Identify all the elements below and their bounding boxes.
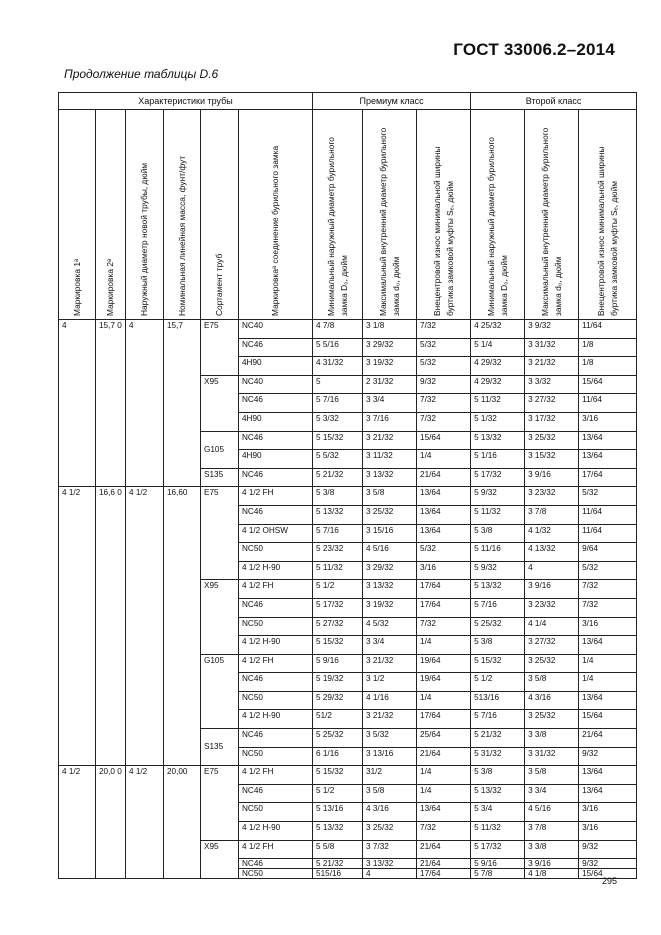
column-header-label: Маркировка 1ᵃ: [71, 258, 82, 316]
second-min-od-cell: 4 29/32: [471, 375, 525, 394]
second-max-id-cell: 4 1/4: [525, 617, 579, 636]
second-eccentric-wear-cell: 9/32: [579, 747, 637, 766]
second-max-id-cell: 3 5/8: [525, 673, 579, 692]
premium-max-id-cell: 3 25/32: [363, 505, 417, 524]
column-header: [59, 110, 96, 320]
column-header-label: Максимальный внутренний диаметр бурильного замка d₀, дюйм: [539, 127, 563, 316]
second-eccentric-wear-cell: 13/64: [579, 636, 637, 655]
joint-connection-cell: NC50: [239, 543, 313, 562]
second-max-id-cell: 3 27/32: [525, 636, 579, 655]
premium-eccentric-wear-cell: 7/32: [417, 394, 471, 413]
column-header-label: Номинальная линейная масса, фунт/фут: [176, 155, 187, 316]
group-header-premium: Премиум класс: [313, 93, 471, 110]
premium-eccentric-wear-cell: 1/4: [417, 691, 471, 710]
premium-eccentric-wear-cell: 19/64: [417, 673, 471, 692]
second-eccentric-wear-cell: 21/64: [579, 729, 637, 748]
premium-eccentric-wear-cell: 9/32: [417, 375, 471, 394]
joint-connection-cell: NC46: [239, 505, 313, 524]
premium-eccentric-wear-cell: 5/32: [417, 543, 471, 562]
premium-max-id-cell: 3 13/32: [363, 859, 417, 869]
second-max-id-cell: 3 31/32: [525, 338, 579, 357]
table-continuation-caption: Продолжение таблицы D.6: [64, 67, 219, 81]
second-max-id-cell: 3 9/32: [525, 320, 579, 339]
linear-mass-cell: 15,7: [164, 320, 201, 487]
second-eccentric-wear-cell: 15/64: [579, 375, 637, 394]
second-min-od-cell: 5 3/8: [471, 766, 525, 785]
grade-cell: E75: [201, 487, 239, 580]
premium-max-id-cell: 3 3/4: [363, 394, 417, 413]
premium-eccentric-wear-cell: 13/64: [417, 487, 471, 506]
second-eccentric-wear-cell: 13/64: [579, 784, 637, 803]
second-eccentric-wear-cell: 11/64: [579, 524, 637, 543]
joint-connection-cell: 4 1/2 OHSW: [239, 524, 313, 543]
linear-mass-cell: 20,00: [164, 766, 201, 879]
premium-min-od-cell: 5 1/2: [313, 784, 363, 803]
second-max-id-cell: 4 3/16: [525, 691, 579, 710]
premium-max-id-cell: 2 31/32: [363, 375, 417, 394]
premium-min-od-cell: 5: [313, 375, 363, 394]
second-min-od-cell: 5 25/32: [471, 617, 525, 636]
premium-eccentric-wear-cell: 21/64: [417, 468, 471, 487]
second-min-od-cell: 5 1/4: [471, 338, 525, 357]
premium-min-od-cell: 5 21/32: [313, 859, 363, 869]
second-eccentric-wear-cell: 1/4: [579, 673, 637, 692]
grade-cell: S135: [201, 468, 239, 487]
column-header: [96, 110, 126, 320]
premium-max-id-cell: 3 13/16: [363, 747, 417, 766]
premium-max-id-cell: 3 15/16: [363, 524, 417, 543]
second-eccentric-wear-cell: 1/4: [579, 654, 637, 673]
second-eccentric-wear-cell: 1/8: [579, 338, 637, 357]
premium-max-id-cell: 3 13/32: [363, 468, 417, 487]
second-min-od-cell: 5 7/8: [471, 869, 525, 879]
second-max-id-cell: 3 23/32: [525, 487, 579, 506]
second-min-od-cell: 5 17/32: [471, 840, 525, 859]
premium-min-od-cell: 5 5/8: [313, 840, 363, 859]
second-max-id-cell: 3 27/32: [525, 394, 579, 413]
second-min-od-cell: 5 17/32: [471, 468, 525, 487]
second-min-od-cell: 5 13/32: [471, 580, 525, 599]
premium-max-id-cell: 3 5/8: [363, 784, 417, 803]
joint-connection-cell: 4 1/2 FH: [239, 487, 313, 506]
premium-max-id-cell: 3 25/32: [363, 822, 417, 841]
joint-connection-cell: NC46: [239, 598, 313, 617]
second-max-id-cell: 3 3/8: [525, 729, 579, 748]
premium-max-id-cell: 3 1/8: [363, 320, 417, 339]
premium-eccentric-wear-cell: 21/64: [417, 747, 471, 766]
second-eccentric-wear-cell: 11/64: [579, 505, 637, 524]
second-eccentric-wear-cell: 9/32: [579, 859, 637, 869]
second-eccentric-wear-cell: 15/64: [579, 710, 637, 729]
premium-eccentric-wear-cell: 13/64: [417, 505, 471, 524]
premium-max-id-cell: 3 11/32: [363, 450, 417, 469]
joint-connection-cell: 4 1/2 H-90: [239, 636, 313, 655]
column-header: [313, 110, 363, 320]
second-max-id-cell: 3 17/32: [525, 412, 579, 431]
premium-eccentric-wear-cell: 19/64: [417, 654, 471, 673]
joint-connection-cell: NC46: [239, 784, 313, 803]
premium-max-id-cell: 3 29/32: [363, 338, 417, 357]
column-header: [363, 110, 417, 320]
grade-cell: X95: [201, 580, 239, 654]
premium-max-id-cell: 31/2: [363, 766, 417, 785]
premium-max-id-cell: 3 1/2: [363, 673, 417, 692]
premium-max-id-cell: 3 21/32: [363, 710, 417, 729]
linear-mass-cell: 16,60: [164, 487, 201, 766]
premium-max-id-cell: 3 19/32: [363, 598, 417, 617]
premium-max-id-cell: 3 29/32: [363, 561, 417, 580]
second-max-id-cell: 3 25/32: [525, 654, 579, 673]
second-min-od-cell: 5 3/8: [471, 524, 525, 543]
second-min-od-cell: 5 9/32: [471, 561, 525, 580]
premium-min-od-cell: 5 29/32: [313, 691, 363, 710]
premium-min-od-cell: 5 25/32: [313, 729, 363, 748]
second-max-id-cell: 3 5/8: [525, 766, 579, 785]
second-min-od-cell: 5 15/32: [471, 654, 525, 673]
second-min-od-cell: 5 7/16: [471, 710, 525, 729]
premium-eccentric-wear-cell: 1/4: [417, 450, 471, 469]
premium-min-od-cell: 5 19/32: [313, 673, 363, 692]
outer-diameter-cell: 4: [126, 320, 164, 487]
second-min-od-cell: 5 11/32: [471, 505, 525, 524]
marking-1-cell: 4: [59, 320, 96, 487]
premium-eccentric-wear-cell: 1/4: [417, 636, 471, 655]
second-eccentric-wear-cell: 13/64: [579, 691, 637, 710]
second-max-id-cell: 4 1/32: [525, 524, 579, 543]
second-eccentric-wear-cell: 13/64: [579, 450, 637, 469]
marking-1-cell: 4 1/2: [59, 766, 96, 879]
second-min-od-cell: 4 29/32: [471, 357, 525, 376]
grade-cell: G105: [201, 654, 239, 728]
second-max-id-cell: 3 21/32: [525, 357, 579, 376]
second-max-id-cell: 3 3/8: [525, 840, 579, 859]
marking-2-cell: 20,0 0: [96, 766, 126, 879]
second-min-od-cell: 5 7/16: [471, 598, 525, 617]
second-min-od-cell: 4 25/32: [471, 320, 525, 339]
joint-connection-cell: NC46: [239, 673, 313, 692]
second-min-od-cell: 5 1/16: [471, 450, 525, 469]
premium-eccentric-wear-cell: 17/64: [417, 869, 471, 879]
group-header-pipe: Характеристики трубы: [59, 93, 313, 110]
premium-min-od-cell: 5 13/32: [313, 822, 363, 841]
table-row: [59, 487, 637, 506]
column-header: [417, 110, 471, 320]
column-header: [239, 110, 313, 320]
grade-cell: G105: [201, 431, 239, 468]
second-max-id-cell: 3 25/32: [525, 710, 579, 729]
premium-eccentric-wear-cell: 13/64: [417, 524, 471, 543]
premium-min-od-cell: 5 9/16: [313, 654, 363, 673]
second-max-id-cell: 3 9/16: [525, 859, 579, 869]
premium-eccentric-wear-cell: 7/32: [417, 412, 471, 431]
premium-eccentric-wear-cell: 21/64: [417, 859, 471, 869]
marking-1-cell: 4 1/2: [59, 487, 96, 766]
premium-eccentric-wear-cell: 7/32: [417, 617, 471, 636]
column-header-label: Наружный диаметр новой трубы, дюйм: [139, 162, 149, 316]
column-header-label: Маркировка 2ᵃ: [105, 258, 115, 316]
second-eccentric-wear-cell: 9/64: [579, 543, 637, 562]
second-eccentric-wear-cell: 3/16: [579, 822, 637, 841]
premium-eccentric-wear-cell: 3/16: [417, 561, 471, 580]
premium-min-od-cell: 5 7/16: [313, 524, 363, 543]
second-eccentric-wear-cell: 7/32: [579, 598, 637, 617]
second-eccentric-wear-cell: 1/8: [579, 357, 637, 376]
joint-connection-cell: 4 1/2 FH: [239, 654, 313, 673]
second-min-od-cell: 5 1/32: [471, 412, 525, 431]
joint-connection-cell: NC46: [239, 394, 313, 413]
second-eccentric-wear-cell: 3/16: [579, 412, 637, 431]
premium-eccentric-wear-cell: 13/64: [417, 803, 471, 822]
premium-min-od-cell: 5 17/32: [313, 598, 363, 617]
premium-eccentric-wear-cell: 17/64: [417, 580, 471, 599]
column-header: [579, 110, 637, 320]
column-header-label: Минимальный наружный диаметр бурильного замка D₀, дюйм: [325, 137, 349, 316]
premium-min-od-cell: 515/16: [313, 869, 363, 879]
column-header: [201, 110, 239, 320]
premium-max-id-cell: 4 3/16: [363, 803, 417, 822]
premium-eccentric-wear-cell: 17/64: [417, 710, 471, 729]
premium-max-id-cell: 3 7/32: [363, 840, 417, 859]
second-max-id-cell: 3 7/8: [525, 822, 579, 841]
second-max-id-cell: 4 13/32: [525, 543, 579, 562]
second-max-id-cell: 3 25/32: [525, 431, 579, 450]
table-row: [59, 766, 637, 785]
premium-eccentric-wear-cell: 15/64: [417, 431, 471, 450]
second-max-id-cell: 3 3/4: [525, 784, 579, 803]
premium-min-od-cell: 5 15/32: [313, 636, 363, 655]
second-min-od-cell: 5 9/32: [471, 487, 525, 506]
joint-connection-cell: 4 1/2 H-90: [239, 822, 313, 841]
premium-max-id-cell: 4 1/16: [363, 691, 417, 710]
premium-max-id-cell: 3 5/8: [363, 487, 417, 506]
second-eccentric-wear-cell: 7/32: [579, 580, 637, 599]
premium-eccentric-wear-cell: 1/4: [417, 766, 471, 785]
joint-connection-cell: NC50: [239, 691, 313, 710]
joint-connection-cell: 4 1/2 H-90: [239, 710, 313, 729]
joint-connection-cell: NC46: [239, 729, 313, 748]
joint-connection-cell: NC50: [239, 747, 313, 766]
column-header: [525, 110, 579, 320]
second-min-od-cell: 5 9/16: [471, 859, 525, 869]
premium-max-id-cell: 4: [363, 869, 417, 879]
outer-diameter-cell: 4 1/2: [126, 766, 164, 879]
premium-min-od-cell: 5 11/32: [313, 561, 363, 580]
premium-eccentric-wear-cell: 5/32: [417, 338, 471, 357]
joint-connection-cell: 4H90: [239, 357, 313, 376]
joint-connection-cell: NC46: [239, 468, 313, 487]
joint-connection-cell: NC50: [239, 869, 313, 879]
joint-connection-cell: 4 1/2 FH: [239, 840, 313, 859]
premium-min-od-cell: 5 21/32: [313, 468, 363, 487]
grade-cell: E75: [201, 320, 239, 376]
premium-min-od-cell: 5 3/8: [313, 487, 363, 506]
joint-connection-cell: 4H90: [239, 450, 313, 469]
premium-max-id-cell: 3 21/32: [363, 654, 417, 673]
joint-connection-cell: NC40: [239, 375, 313, 394]
premium-min-od-cell: 5 3/32: [313, 412, 363, 431]
second-min-od-cell: 5 11/16: [471, 543, 525, 562]
grade-cell: S135: [201, 729, 239, 766]
second-max-id-cell: 3 3/32: [525, 375, 579, 394]
second-min-od-cell: 5 31/32: [471, 747, 525, 766]
premium-max-id-cell: 3 3/4: [363, 636, 417, 655]
column-header-label: Внецентровой износ минимальной ширины буртика замковой муфты Sₑ, дюйм: [595, 146, 619, 316]
second-max-id-cell: 4: [525, 561, 579, 580]
column-header: [126, 110, 164, 320]
second-eccentric-wear-cell: 17/64: [579, 468, 637, 487]
second-min-od-cell: 5 11/32: [471, 394, 525, 413]
premium-min-od-cell: 5 23/32: [313, 543, 363, 562]
premium-min-od-cell: 5 27/32: [313, 617, 363, 636]
column-header-label: Сортамент труб: [214, 253, 224, 316]
premium-eccentric-wear-cell: 7/32: [417, 822, 471, 841]
second-max-id-cell: 3 31/32: [525, 747, 579, 766]
column-header-label: Маркировкаᵃ соединение бурильного замка: [270, 145, 281, 316]
joint-connection-cell: NC46: [239, 431, 313, 450]
second-eccentric-wear-cell: 5/32: [579, 561, 637, 580]
premium-min-od-cell: 5 15/32: [313, 766, 363, 785]
second-max-id-cell: 3 7/8: [525, 505, 579, 524]
column-header: [471, 110, 525, 320]
joint-connection-cell: 4 1/2 H-90: [239, 561, 313, 580]
joint-connection-cell: 4H90: [239, 412, 313, 431]
second-min-od-cell: 5 13/32: [471, 784, 525, 803]
second-min-od-cell: 513/16: [471, 691, 525, 710]
premium-eccentric-wear-cell: 17/64: [417, 598, 471, 617]
grade-cell: X95: [201, 375, 239, 431]
premium-max-id-cell: 4 5/32: [363, 617, 417, 636]
premium-min-od-cell: 5 5/16: [313, 338, 363, 357]
group-header-second: Второй класс: [471, 93, 637, 110]
second-min-od-cell: 5 11/32: [471, 822, 525, 841]
premium-max-id-cell: 4 5/16: [363, 543, 417, 562]
premium-max-id-cell: 3 5/32: [363, 729, 417, 748]
premium-max-id-cell: 3 19/32: [363, 357, 417, 376]
second-max-id-cell: 3 23/32: [525, 598, 579, 617]
page-number: 295: [601, 876, 617, 886]
second-eccentric-wear-cell: 3/16: [579, 803, 637, 822]
joint-connection-cell: NC46: [239, 859, 313, 869]
premium-max-id-cell: 3 21/32: [363, 431, 417, 450]
column-header-label: Максимальный внутренний диаметр бурильного замка d₀, дюйм: [377, 127, 401, 316]
second-min-od-cell: 5 3/8: [471, 636, 525, 655]
second-eccentric-wear-cell: 11/64: [579, 394, 637, 413]
column-header-label: Минимальный наружный диаметр бурильного замка D₀, дюйм: [485, 137, 509, 316]
second-min-od-cell: 5 21/32: [471, 729, 525, 748]
joint-connection-cell: NC46: [239, 338, 313, 357]
marking-2-cell: 15,7 0: [96, 320, 126, 487]
joint-connection-cell: NC50: [239, 617, 313, 636]
second-eccentric-wear-cell: 9/32: [579, 840, 637, 859]
second-max-id-cell: 3 9/16: [525, 580, 579, 599]
premium-min-od-cell: 4 31/32: [313, 357, 363, 376]
premium-min-od-cell: 5 7/16: [313, 394, 363, 413]
pipe-characteristics-table: [58, 92, 637, 879]
second-min-od-cell: 5 13/32: [471, 431, 525, 450]
premium-min-od-cell: 5 5/32: [313, 450, 363, 469]
second-eccentric-wear-cell: 11/64: [579, 320, 637, 339]
second-max-id-cell: 3 9/16: [525, 468, 579, 487]
outer-diameter-cell: 4 1/2: [126, 487, 164, 766]
second-min-od-cell: 5 1/2: [471, 673, 525, 692]
premium-eccentric-wear-cell: 21/64: [417, 840, 471, 859]
premium-min-od-cell: 6 1/16: [313, 747, 363, 766]
second-min-od-cell: 5 3/4: [471, 803, 525, 822]
premium-eccentric-wear-cell: 5/32: [417, 357, 471, 376]
second-eccentric-wear-cell: 13/64: [579, 431, 637, 450]
column-header: [164, 110, 201, 320]
premium-min-od-cell: 5 15/32: [313, 431, 363, 450]
premium-min-od-cell: 5 1/2: [313, 580, 363, 599]
premium-min-od-cell: 5 13/32: [313, 505, 363, 524]
premium-max-id-cell: 3 13/32: [363, 580, 417, 599]
standard-number: ГОСТ 33006.2–2014: [453, 40, 615, 59]
premium-eccentric-wear-cell: 25/64: [417, 729, 471, 748]
table-row: [59, 320, 637, 339]
joint-connection-cell: NC40: [239, 320, 313, 339]
second-eccentric-wear-cell: 15/64: [579, 869, 637, 879]
second-max-id-cell: 4 1/8: [525, 869, 579, 879]
premium-min-od-cell: 4 7/8: [313, 320, 363, 339]
joint-connection-cell: 4 1/2 FH: [239, 766, 313, 785]
second-max-id-cell: 3 15/32: [525, 450, 579, 469]
joint-connection-cell: NC50: [239, 803, 313, 822]
premium-min-od-cell: 51/2: [313, 710, 363, 729]
joint-connection-cell: 4 1/2 FH: [239, 580, 313, 599]
premium-eccentric-wear-cell: 1/4: [417, 784, 471, 803]
column-header-label: Внецентровой износ минимальной ширины буртика замковой муфты Sₑ, дюйм: [431, 146, 455, 316]
premium-max-id-cell: 3 7/16: [363, 412, 417, 431]
second-eccentric-wear-cell: 13/64: [579, 766, 637, 785]
marking-2-cell: 16,6 0: [96, 487, 126, 766]
second-eccentric-wear-cell: 3/16: [579, 617, 637, 636]
premium-eccentric-wear-cell: 7/32: [417, 320, 471, 339]
second-eccentric-wear-cell: 5/32: [579, 487, 637, 506]
grade-cell: E75: [201, 766, 239, 840]
premium-min-od-cell: 5 13/16: [313, 803, 363, 822]
second-max-id-cell: 4 5/16: [525, 803, 579, 822]
grade-cell: X95: [201, 840, 239, 879]
